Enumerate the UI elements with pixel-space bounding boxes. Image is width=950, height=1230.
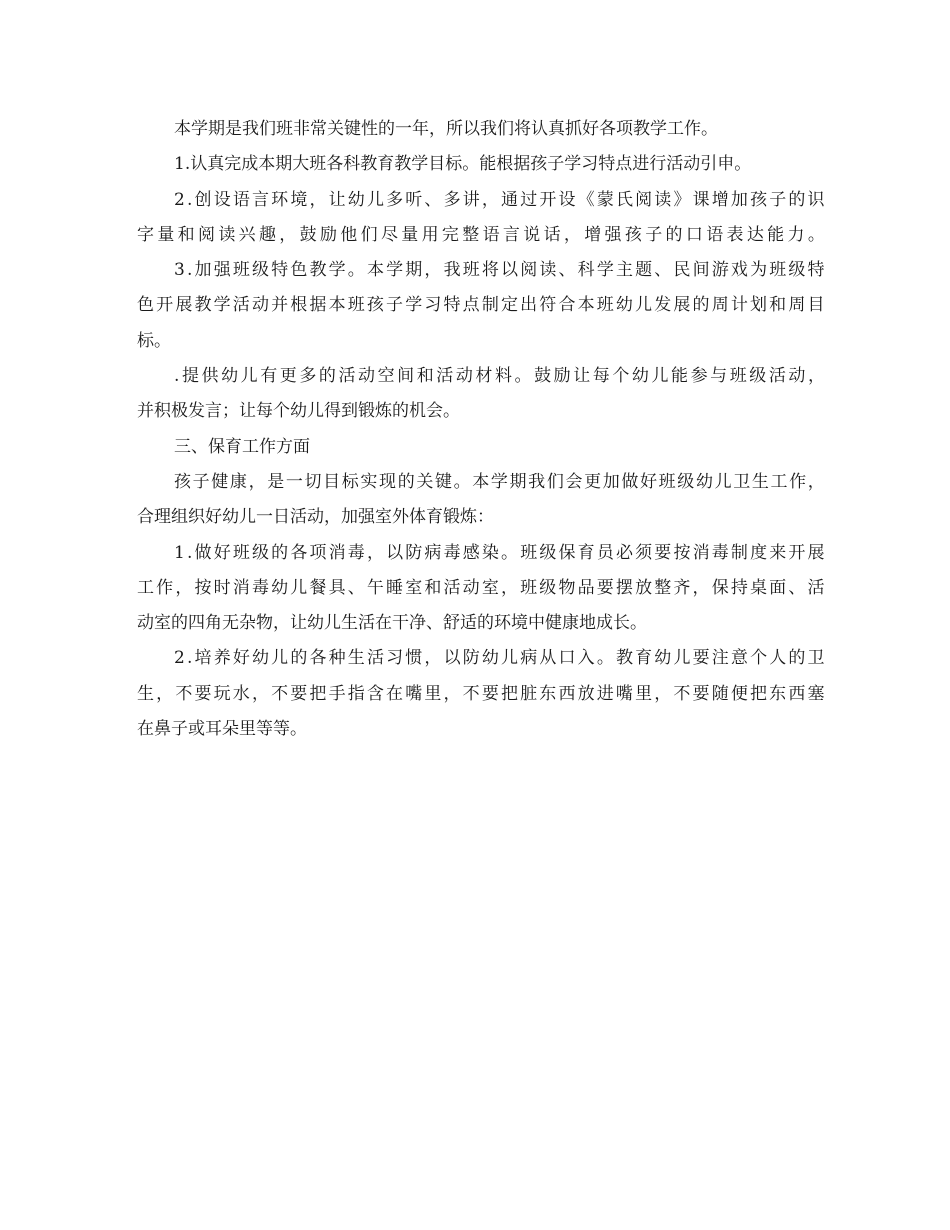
text-line: 动室的四角无杂物，让幼儿生活在干净、舒适的环境中健康地成长。 xyxy=(137,613,647,634)
paragraph-item-1 xyxy=(137,147,825,182)
text-line: 色 开 展 教 学 活 动 并 根 据 本 班 孩 子 学 习 特 点 制 定 出 符 合 本 班 幼 儿 发 展 的 周 计 划 和 周 目 xyxy=(137,295,825,316)
text-line: 工 作 ， 按 时 消 毒 幼 儿 餐 具 、 午 睡 室 和 活 动 室 ， 班 级 物 品 要 摆 放 整 齐 ， 保 持 桌 面 、 活 xyxy=(137,577,825,598)
text-line: 合理组织好幼儿一日活动，加强室外体育锻炼： xyxy=(137,507,494,528)
document-body xyxy=(137,112,825,747)
text-line: 标。 xyxy=(137,330,171,351)
paragraph-section-3-intro xyxy=(137,465,825,536)
text-line: 本学期是我们班非常关键性的一年，所以我们将认真抓好各项教学工作。 xyxy=(174,119,718,139)
text-line: 1.认真完成本期大班各科教育教学目标。能根据孩子学习特点进行活动引申。 xyxy=(174,154,752,175)
text-line: 孩 子 健 康 ， 是 一 切 目 标 实 现 的 关 键 。 本 学 期 我 们 会 更 加 做 好 班 级 幼 儿 卫 生 工 作 ， xyxy=(174,471,825,492)
text-line: . 提 供 幼 儿 有 更 多 的 活 动 空 间 和 活 动 材 料 。 鼓 励 让 每 个 幼 儿 能 参 与 班 级 活 动 ， xyxy=(174,366,825,387)
text-line: 1 . 做 好 班 级 的 各 项 消 毒 ， 以 防 病 毒 感 染 。 班 级 保 育 员 必 须 要 按 消 毒 制 度 来 开 展 xyxy=(174,542,825,563)
paragraph-care-item-2 xyxy=(137,641,825,747)
text-line: 2 . 培 养 好 幼 儿 的 各 种 生 活 习 惯 ， 以 防 幼 儿 病 从 口 入 。 教 育 幼 儿 要 注 意 个 人 的 卫 xyxy=(174,648,825,669)
text-line: 2 . 创 设 语 言 环 境 ， 让 幼 儿 多 听 、 多 讲 ， 通 过 开 设 《 蒙 氏 阅 读 》 课 增 加 孩 子 的 识 xyxy=(174,189,825,210)
paragraph-section-3-heading xyxy=(137,430,825,465)
text-line: 字 量 和 阅 读 兴 趣 ， 鼓 励 他 们 尽 量 用 完 整 语 言 说 话 ， 增 强 孩 子 的 口 语 表 达 能 力 。 xyxy=(137,224,825,245)
text-line: 3 . 加 强 班 级 特 色 教 学 。 本 学 期 ， 我 班 将 以 阅 读 、 科 学 主 题 、 民 间 游 戏 为 班 级 特 xyxy=(174,260,825,281)
text-line: 三、保育工作方面 xyxy=(174,436,310,457)
paragraph-item-2 xyxy=(137,183,825,254)
paragraph-intro xyxy=(137,112,825,147)
text-line: 并积极发言；让每个幼儿得到锻炼的机会。 xyxy=(137,401,460,422)
paragraph-care-item-1 xyxy=(137,536,825,642)
paragraph-item-4 xyxy=(137,359,825,430)
paragraph-item-3 xyxy=(137,253,825,359)
text-line: 在鼻子或耳朵里等等。 xyxy=(137,719,307,740)
text-line: 生 ， 不 要 玩 水 ， 不 要 把 手 指 含 在 嘴 里 ， 不 要 把 脏 东 西 放 进 嘴 里 ， 不 要 随 便 把 东 西 塞 xyxy=(137,683,825,704)
